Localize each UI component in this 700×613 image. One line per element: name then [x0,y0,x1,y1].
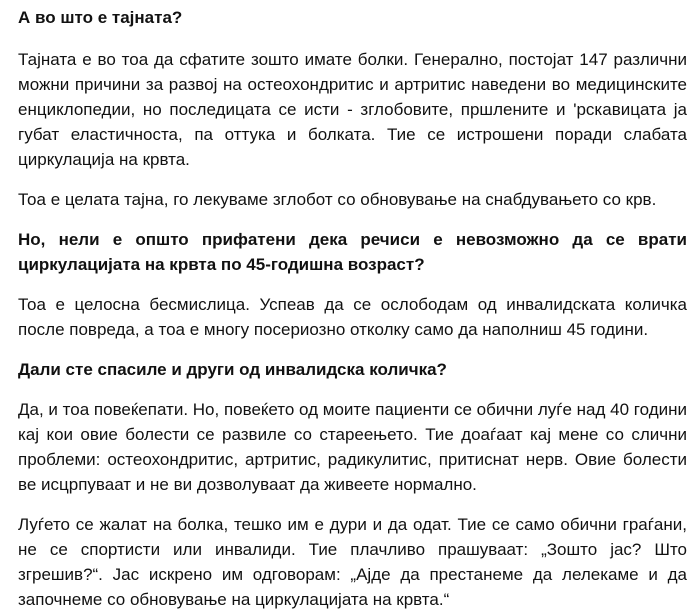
paragraph-complaints: Луѓето се жалат на болка, тешко им е дури и да одат. Тие се само обични граѓани, не се спортисти или инвалиди. Тие плачливо прашуваат: „Зошто јас? Што згрешив?“. Јас искрено им одговорам: „Ајде да престанеме да лелекаме и да започнеме со обновување на циркулацијата на крвта.“ [18,515,687,609]
paragraph-nonsense-answer: Тоа е целосна бесмислица. Успеав да се ослободам од инвалидската количка после повреда, а тоа е многу посериозно отколку само да наполниш 45 години. [18,295,687,339]
section-heading-circulation-question: Но, нели е општо прифатени дека речиси е невозможно да се врати циркулацијата на крвта по 45-годишна возраст? [18,230,687,274]
article-body [0,5,700,612]
section-heading-wheelchair-question: Дали сте спасиле и други од инвалидска количка? [18,360,447,379]
paragraph-patients: Да, и тоа повеќепати. Но, повеќето од моите пациенти се обични луѓе над 40 години кај кои овие болести се развиле со стареењето. Тие доаѓаат кај мене со слични проблеми: остеохондритис, артритис, радикулитис, притиснат нерв. Овие болести ве исцрпуваат и не ви дозволуваат да живеете нормално. [18,400,687,494]
paragraph-secret-explanation: Тајната е во тоа да сфатите зошто имате болки. Генерално, постојат 147 различни можни причини за развој на остеохондритис и артритис наведени во медицинските енциклопедии, но последицата се исти - зглобовите, пршлените и 'рскавицата ја губат еластичноста, па оттука и болката. Тие се истрошени поради слабата циркулација на крвта. [18,50,687,169]
paragraph-whole-secret: Тоа е целата тајна, го лекуваме зглобот со обновување на снабдувањето со крв. [18,190,657,209]
section-heading-secret: А во што е тајната? [18,8,183,27]
